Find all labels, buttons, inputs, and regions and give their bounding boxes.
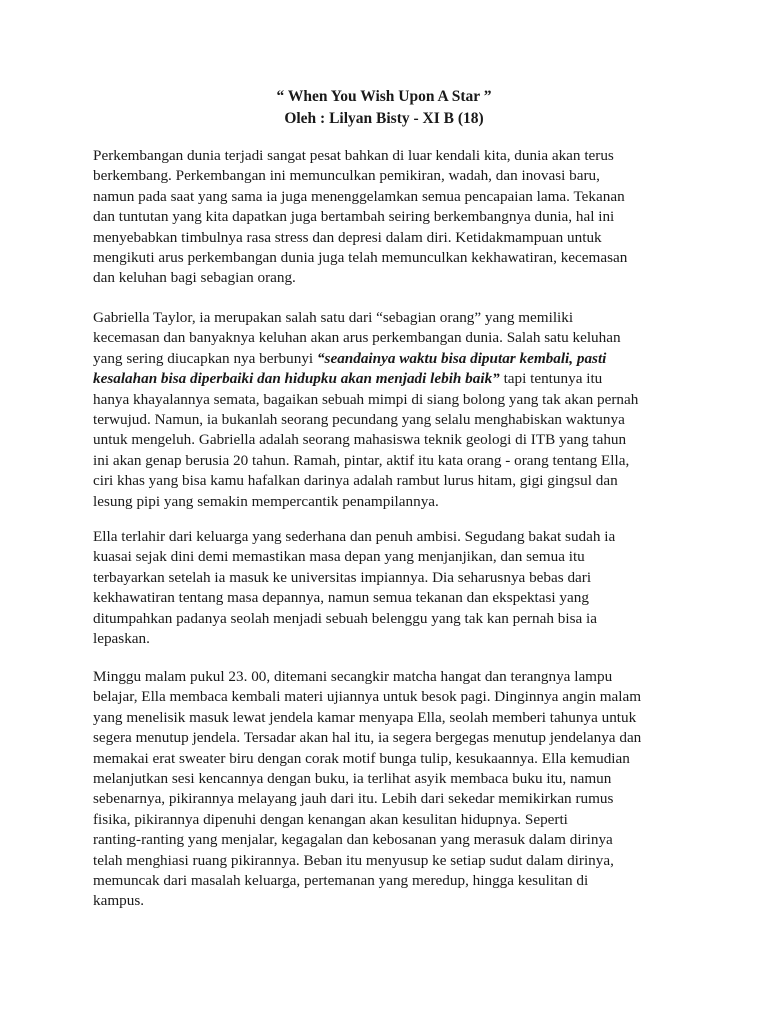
paragraph-line: berkembang. Perkembangan ini memunculkan pemikiran, wadah, dan inovasi baru,	[93, 167, 600, 185]
paragraph-line: fisika, pikirannya dipenuhi dengan kenangan akan kesulitan hidupnya. Seperti	[93, 810, 568, 828]
paragraph-line: namun pada saat yang sama ia juga menenggelamkan semua pencapaian lama. Tekanan	[93, 187, 625, 205]
paragraph-line: ini akan genap berusia 20 tahun. Ramah, pintar, aktif itu kata orang - orang tentang Ella,	[93, 451, 630, 469]
paragraph-line: belajar, Ella membaca kembali materi ujiannya untuk besok pagi. Dinginnya angin malam	[93, 688, 642, 706]
paragraph-line: menyebabkan timbulnya rasa stress dan depresi dalam diri. Ketidakmampuan untuk	[93, 228, 602, 246]
paragraph-line: terbayarkan setelah ia masuk ke universitas impiannya. Dia seharusnya bebas dari	[93, 568, 592, 586]
paragraph-line: telah menghiasi ruang pikirannya. Beban itu menyusup ke setiap sudut dalam dirinya,	[93, 851, 614, 869]
paragraph-line: untuk mengeluh. Gabriella adalah seorang mahasiswa teknik geologi di ITB yang tahun	[93, 431, 627, 449]
paragraph-line: ranting-ranting yang menjalar, kegagalan dan kebosanan yang merasuk dalam dirinya	[93, 831, 613, 849]
paragraph-line: ditumpahkan padanya seolah menjadi sebuah belenggu yang tak kan pernah bisa ia	[93, 609, 597, 627]
paragraph-line: yang menelisik masuk lewat jendela kamar menyapa Ella, seolah memberi tahunya untuk	[93, 708, 637, 726]
paragraph-1	[93, 146, 683, 289]
paragraph-3	[93, 527, 683, 649]
paragraph-line: dan tuntutan yang kita dapatkan juga bertambah seiring berkembangnya dunia, hal ini	[93, 208, 615, 226]
paragraph-line: dan keluhan bagi sebagian orang.	[93, 269, 296, 287]
paragraph-line: ciri khas yang bisa kamu hafalkan darinya adalah rambut lurus hitam, gigi gingsul dan	[93, 472, 618, 490]
paragraph-line: memakai erat sweater biru dengan corak motif bunga tulip, kesukaannya. Ella kemudian	[93, 749, 630, 767]
document-byline: Oleh : Lilyan Bisty - XI B (18)	[284, 110, 484, 127]
paragraph-line: segera menutup jendela. Tersadar akan hal itu, ia segera bergegas menutup jendelanya dan	[93, 729, 642, 747]
paragraph-line: Gabriella Taylor, ia merupakan salah satu dari “sebagian orang” yang memiliki	[93, 309, 574, 326]
paragraph-line: kampus.	[93, 892, 145, 910]
paragraph-line: hanya khayalannya semata, bagaikan sebuah mimpi di siang bolong yang tak akan pernah	[93, 390, 639, 408]
paragraph-line: terwujud. Namun, ia bukanlah seorang pecundang yang selalu menghabiskan waktunya	[93, 411, 625, 429]
paragraph-line: mengikuti arus perkembangan dunia juga telah memunculkan kekhawatiran, kecemasan	[93, 249, 628, 267]
paragraph-line: sebenarnya, pikirannya melayang jauh dari itu. Lebih dari sekedar memikirkan rumus	[93, 790, 614, 808]
quote-emphasis: “seandainya waktu bisa diputar kembali, pasti	[316, 349, 607, 367]
paragraph-line: kuasai sejak dini demi memastikan masa depan yang menjanjikan, dan semua itu	[93, 548, 585, 566]
paragraph-line: lepaskan.	[93, 630, 150, 648]
paragraph-4	[93, 667, 683, 912]
quote-emphasis: kesalahan bisa diperbaiki dan hidupku akan menjadi lebih baik”	[93, 370, 500, 388]
paragraph-text: tapi tentunya itu	[499, 370, 603, 388]
paragraph-text: yang sering diucapkan nya berbunyi	[93, 349, 317, 367]
document-header	[0, 86, 768, 130]
document-title: “ When You Wish Upon A Star ”	[276, 88, 492, 105]
paragraph-line: Ella terlahir dari keluarga yang sederhana dan penuh ambisi. Segudang bakat sudah ia	[93, 528, 616, 545]
paragraph-line: Minggu malam pukul 23. 00, ditemani secangkir matcha hangat dan terangnya lampu	[93, 668, 613, 685]
paragraph-line: kekhawatiran tentang masa depannya, namun semua tekanan dan ekspektasi yang	[93, 589, 589, 607]
paragraph-line	[93, 369, 683, 389]
paragraph-line: melanjutkan sesi kencannya dengan buku, ia terlihat asyik membaca buku itu, namun	[93, 770, 612, 788]
paragraph-line	[93, 349, 683, 369]
paragraph-2	[93, 308, 683, 512]
paragraph-line: lesung pipi yang semakin mempercantik penampilannya.	[93, 492, 439, 510]
paragraph-line: Perkembangan dunia terjadi sangat pesat bahkan di luar kendali kita, dunia akan terus	[93, 147, 614, 164]
paragraph-line: memuncak dari masalah keluarga, pertemanan yang meredup, hingga kesulitan di	[93, 872, 589, 890]
paragraph-line: kecemasan dan banyaknya keluhan akan arus perkembangan dunia. Salah satu keluhan	[93, 329, 621, 347]
